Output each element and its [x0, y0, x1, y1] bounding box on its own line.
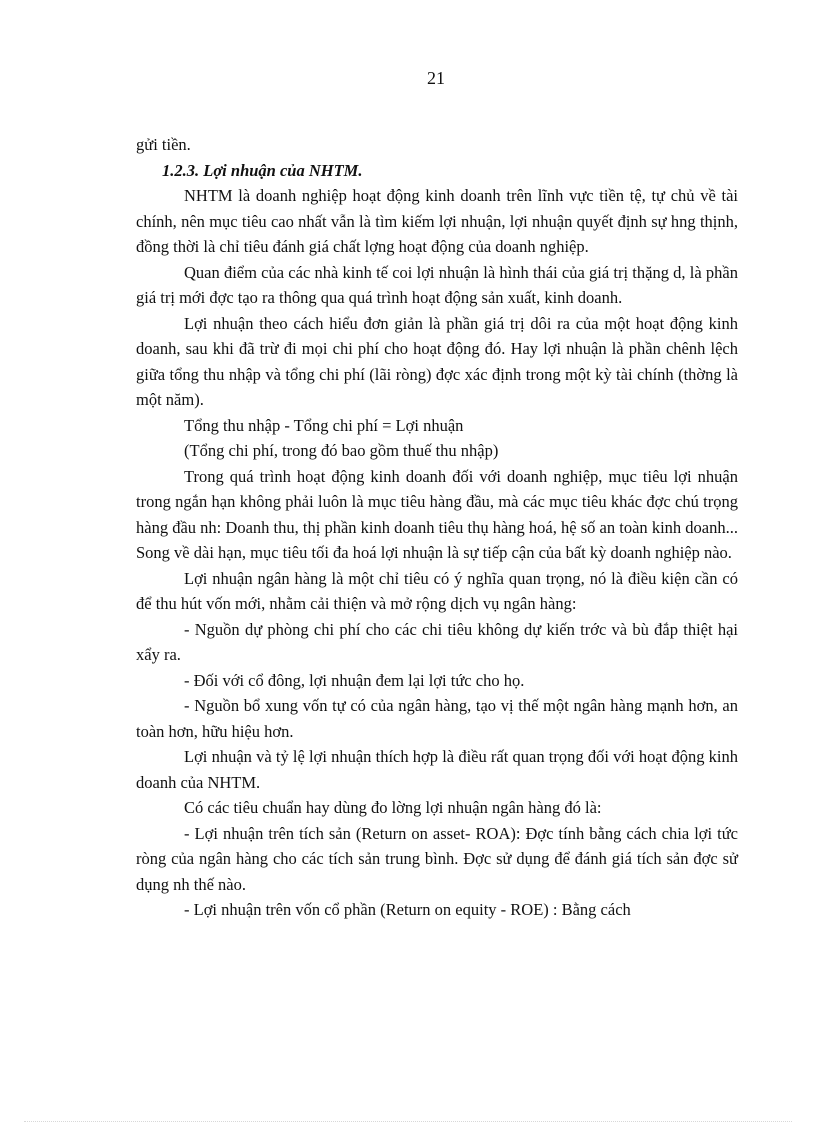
- paragraph: NHTM là doanh nghiệp hoạt động kinh doanh trên lĩnh vực tiền tệ, tự chủ về tài chính, nên mục tiêu cao nhất vẫn là tìm kiếm lợi nhuận, lợi nhuận quyết định sự hng thịnh, đồng thời là chỉ tiêu đánh giá chất lợng hoạt động của doanh nghiệp.: [136, 186, 738, 256]
- formula-line: Tổng thu nhập - Tổng chi phí = Lợi nhuận: [184, 415, 464, 435]
- paragraph: Lợi nhuận ngân hàng là một chỉ tiêu có ý nghĩa quan trọng, nó là điều kiện cần có để thu hút vốn mới, nhằm cải thiện và mở rộng dịch vụ ngân hàng:: [136, 568, 738, 613]
- paragraph: Lợi nhuận và tỷ lệ lợi nhuận thích hợp là điều rất quan trọng đối với hoạt động kinh doanh của NHTM.: [136, 747, 738, 792]
- formula-note: (Tổng chi phí, trong đó bao gồm thuế thu nhập): [184, 441, 499, 460]
- list-item: - Nguồn dự phòng chi phí cho các chi tiêu không dự kiến trớc và bù đắp thiệt hại xẩy ra.: [136, 619, 738, 664]
- document-body: [136, 132, 738, 923]
- section-heading: 1.2.3. Lợi nhuận của NHTM.: [162, 160, 363, 180]
- paragraph: Lợi nhuận theo cách hiểu đơn giản là phần giá trị dôi ra của một hoạt động kinh doanh, sau khi đã trừ đi mọi chi phí cho hoạt động đó. Hay lợi nhuận là phần chênh lệch giữa tổng thu nhập và tổng chi phí (lãi ròng) đợc xác định trong một kỳ tài chính (thờng là một năm).: [136, 313, 738, 409]
- list-item: - Nguồn bổ xung vốn tự có của ngân hàng, tạo vị thế một ngân hàng mạnh hơn, an toàn hơn, hữu hiệu hơn.: [136, 696, 738, 741]
- page-number: 21: [427, 68, 445, 88]
- paragraph: Có các tiêu chuẩn hay dùng đo lờng lợi nhuận ngân hàng đó là:: [184, 798, 602, 817]
- page-footer-rule: [24, 1121, 792, 1122]
- list-item: - Đối với cổ đông, lợi nhuận đem lại lợi tức cho họ.: [184, 670, 525, 690]
- list-item: - Lợi nhuận trên vốn cổ phần (Return on equity - ROE) : Bằng cách: [184, 900, 631, 919]
- paragraph: Trong quá trình hoạt động kinh doanh đối với doanh nghiệp, mục tiêu lợi nhuận trong ngắn hạn không phải luôn là mục tiêu hàng đầu, mà các mục tiêu khác đợc chú trọng hàng đầu nh: Doanh thu, thị phần kinh doanh tiêu thụ hàng hoá, hệ số an toàn kinh doanh... Song về dài hạn, mục tiêu tối đa hoá lợi nhuận là sự tiếp cận của bất kỳ doanh nghiệp nào.: [136, 466, 738, 562]
- paragraph: Quan điểm của các nhà kinh tế coi lợi nhuận là hình thái của giá trị thặng d, là phần giá trị mới đợc tạo ra thông qua quá trình hoạt động sản xuất, kinh doanh.: [136, 262, 738, 307]
- paragraph: gửi tiền.: [136, 135, 191, 154]
- list-item: - Lợi nhuận trên tích sản (Return on asset- ROA): Đợc tính bằng cách chia lợi tức ròng của ngân hàng cho các tích sản trung bình. Đợc sử dụng để đánh giá tích sản đợc sử dụng nh thế nào.: [136, 823, 738, 894]
